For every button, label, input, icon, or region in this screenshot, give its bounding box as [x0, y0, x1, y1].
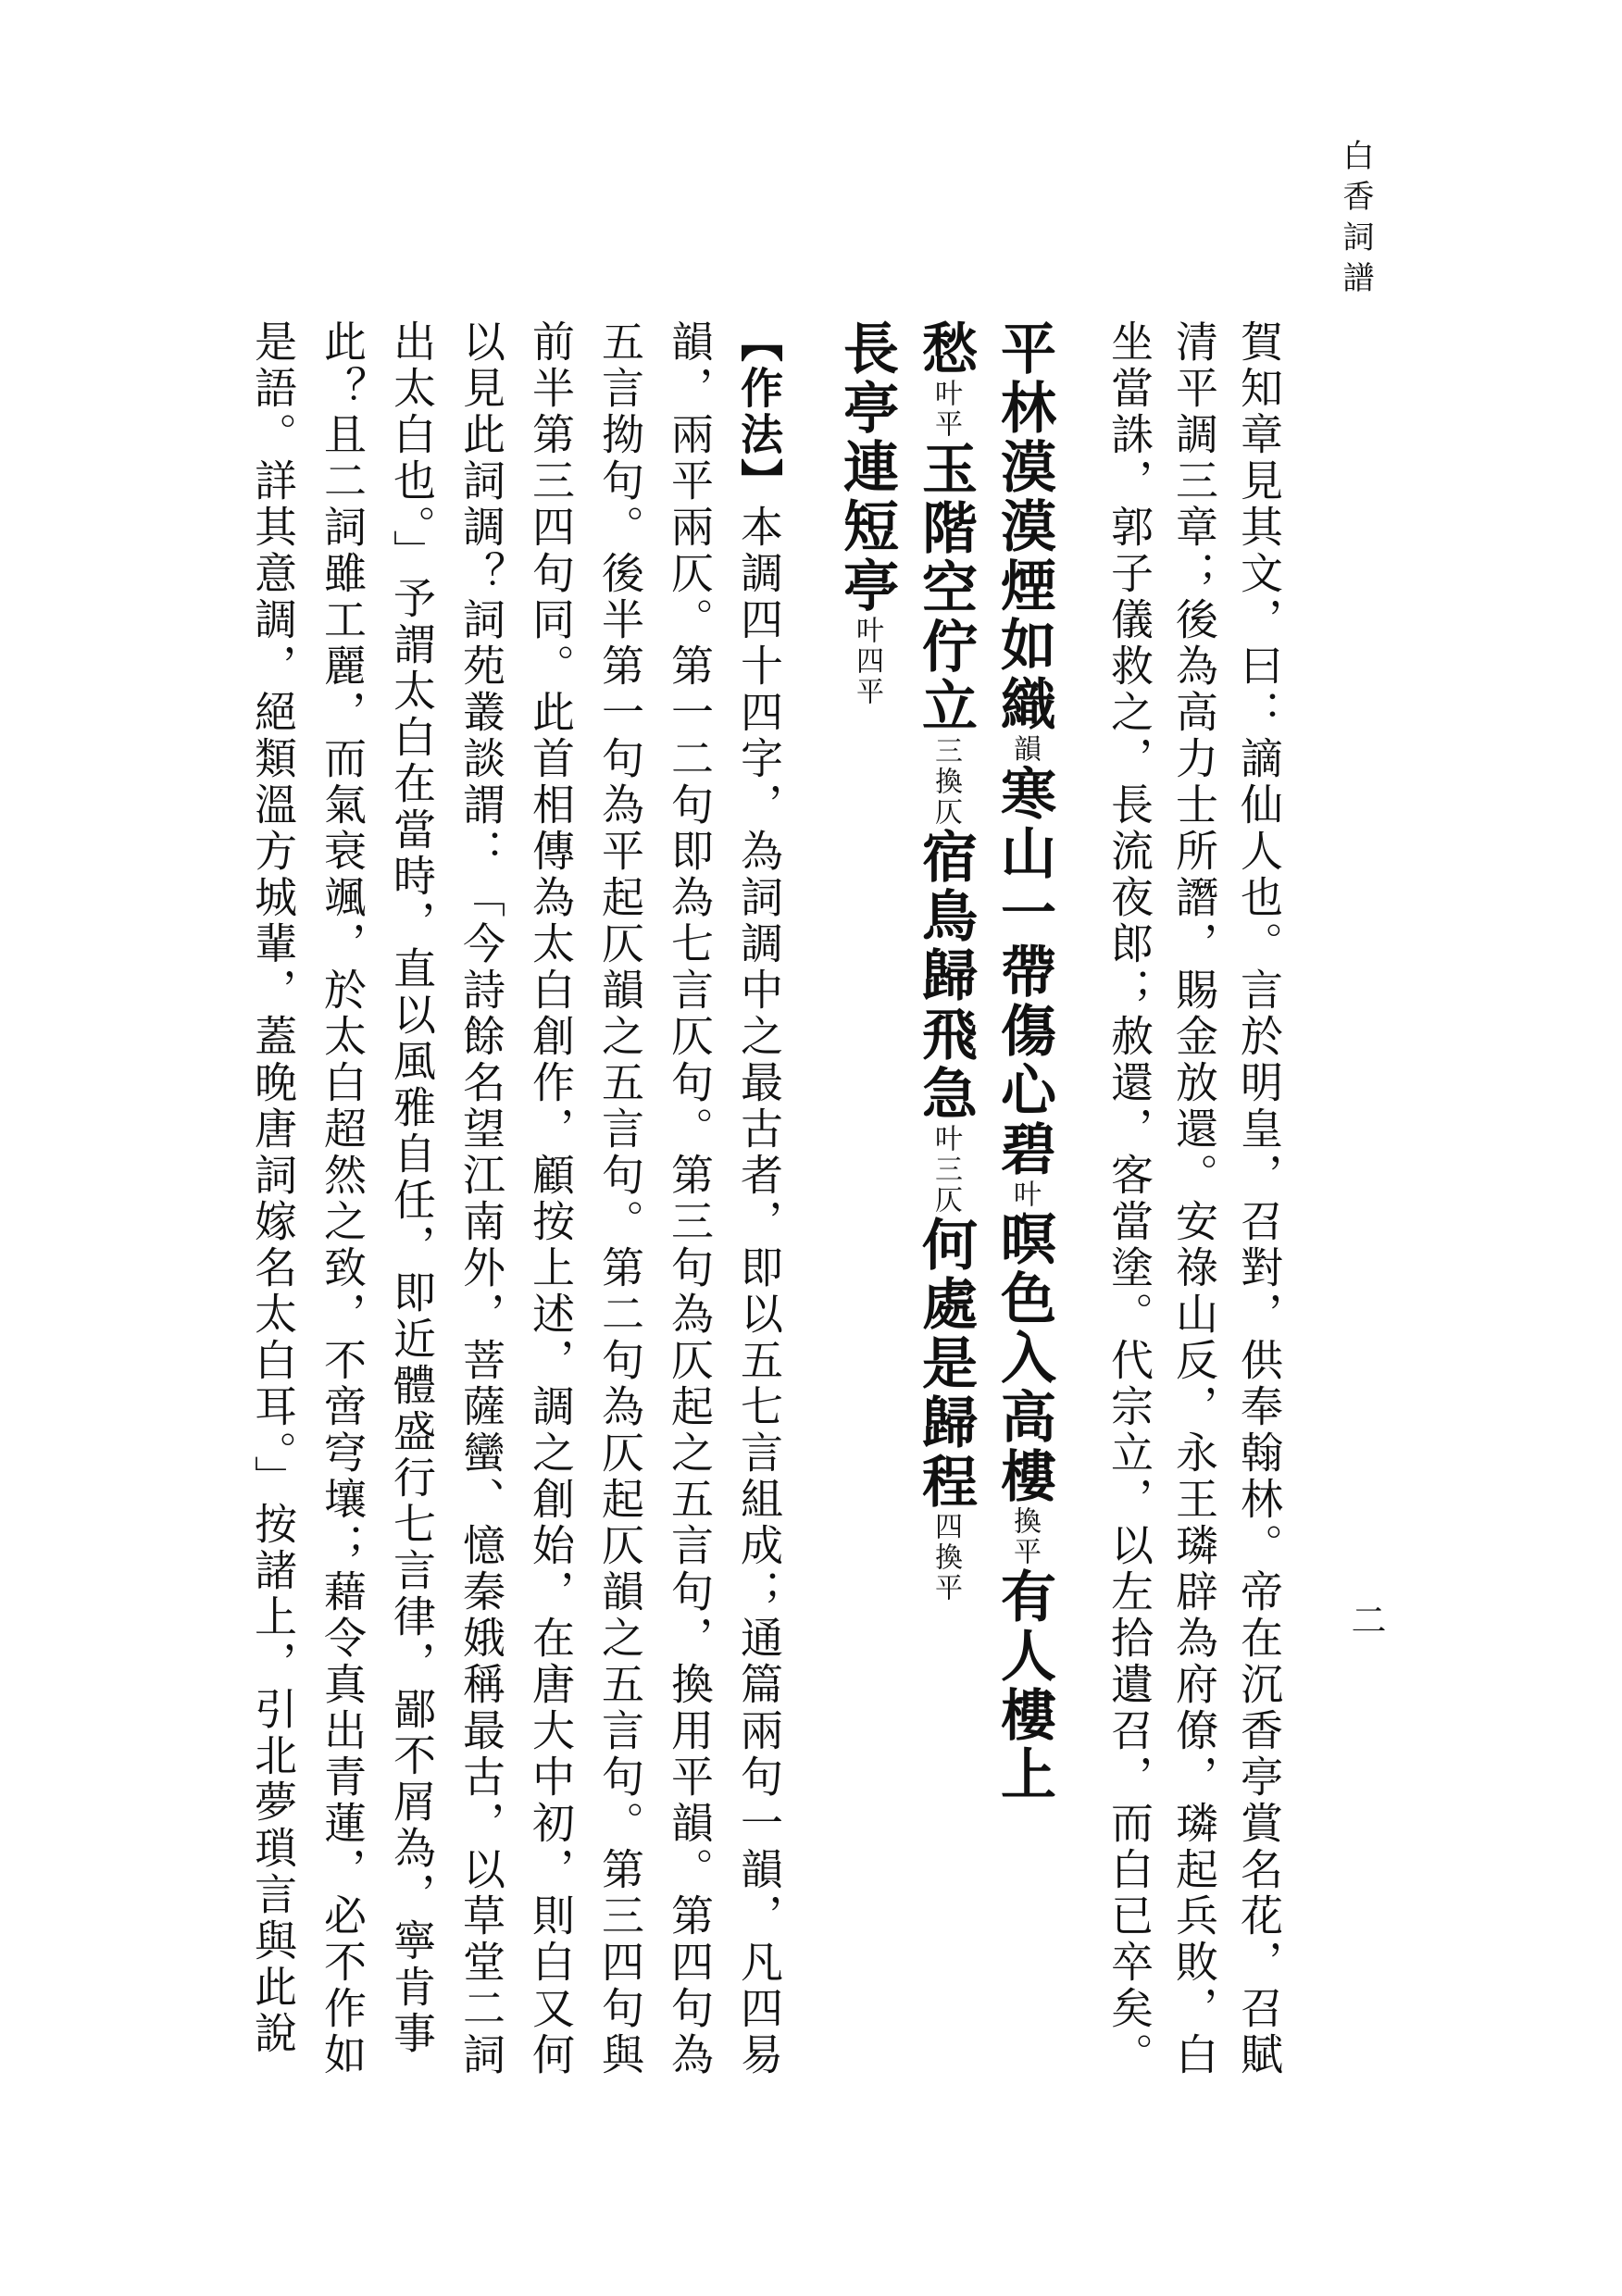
poem-line: 有人樓上 — [992, 1567, 1056, 1804]
rhyme-note: 叶三仄 — [930, 1124, 962, 1216]
rhyme-note: 叶平 — [930, 379, 962, 440]
zuofa-column-8: 是語。詳其意調，絕類溫方城輩，蓋晚唐詞嫁名太白耳。」按諸上，引北夢瑣言與此說 — [248, 319, 298, 2057]
poem-line: 長亭連短亭 — [834, 319, 899, 616]
rhyme-note: 叶 — [1008, 1179, 1041, 1210]
rhyme-note: 三換仄 — [930, 736, 962, 828]
poem-line: 宿鳥歸飛急 — [913, 828, 978, 1124]
zuofa-label: 【作法】 — [734, 319, 784, 505]
poem-column-3 — [833, 319, 900, 707]
zuofa-column-2: 韻，兩平兩仄。第一二句即為七言仄句。第三句為仄起之五言句，換用平韻。第四句為 — [665, 319, 715, 2078]
zuofa-text: 本調四十四字，為詞調中之最古者，即以五七言組成；通篇兩句一韻，凡四易 — [734, 505, 784, 2078]
page-number: 二 — [1345, 1602, 1386, 1637]
poem-line: 暝色入高樓 — [992, 1210, 1056, 1506]
zuofa-column-5: 以見此詞調？詞苑叢談謂：「今詩餘名望江南外，菩薩蠻、憶秦娥稱最古，以草堂二詞 — [456, 319, 506, 2078]
intro-column-1: 賀知章見其文，曰：謫仙人也。言於明皇，召對，供奉翰林。帝在沉香亭賞名花，召賦 — [1234, 319, 1284, 2078]
book-title: 白香詞譜 — [1337, 139, 1374, 302]
poem-line: 愁 — [913, 319, 978, 379]
zuofa-column-4: 前半第三四句同。此首相傳為太白創作，顧按上述，調之創始，在唐大中初，則白又何 — [526, 319, 576, 2078]
poem-column-1 — [991, 319, 1057, 1804]
intro-column-3: 坐當誅，郭子儀救之，長流夜郎；赦還，客當塗。代宗立，以左拾遺召，而白已卒矣。 — [1104, 319, 1154, 2078]
poem-line: 玉階空佇立 — [913, 440, 978, 736]
poem-line: 平林漠漠煙如織 — [992, 319, 1056, 734]
poem-line: 寒山一帶傷心碧 — [992, 765, 1056, 1179]
intro-column-2: 清平調三章；後為高力士所譖，賜金放還。安祿山反，永王璘辟為府僚，璘起兵敗，白 — [1169, 319, 1219, 2078]
zuofa-column-1 — [731, 319, 787, 2078]
zuofa-column-7: 此？且二詞雖工麗，而氣衰颯，於太白超然之致，不啻穹壤；藉令真出青蓮，必不作如 — [318, 319, 368, 2078]
poem-column-2 — [912, 319, 979, 1603]
poem-line: 何處是歸程 — [913, 1216, 978, 1512]
rhyme-note: 四換平 — [930, 1512, 962, 1603]
rhyme-note: 換平 — [1008, 1506, 1041, 1567]
rhyme-note: 韻 — [1008, 734, 1041, 765]
zuofa-column-6: 出太白也。」予謂太白在當時，直以風雅自任，即近體盛行七言律，鄙不屑為，寧肯事 — [387, 319, 437, 2057]
zuofa-column-3: 五言拗句。後半第一句為平起仄韻之五言句。第二句為仄起仄韻之五言句。第三四句與 — [595, 319, 645, 2078]
rhyme-note: 叶四平 — [851, 616, 883, 707]
